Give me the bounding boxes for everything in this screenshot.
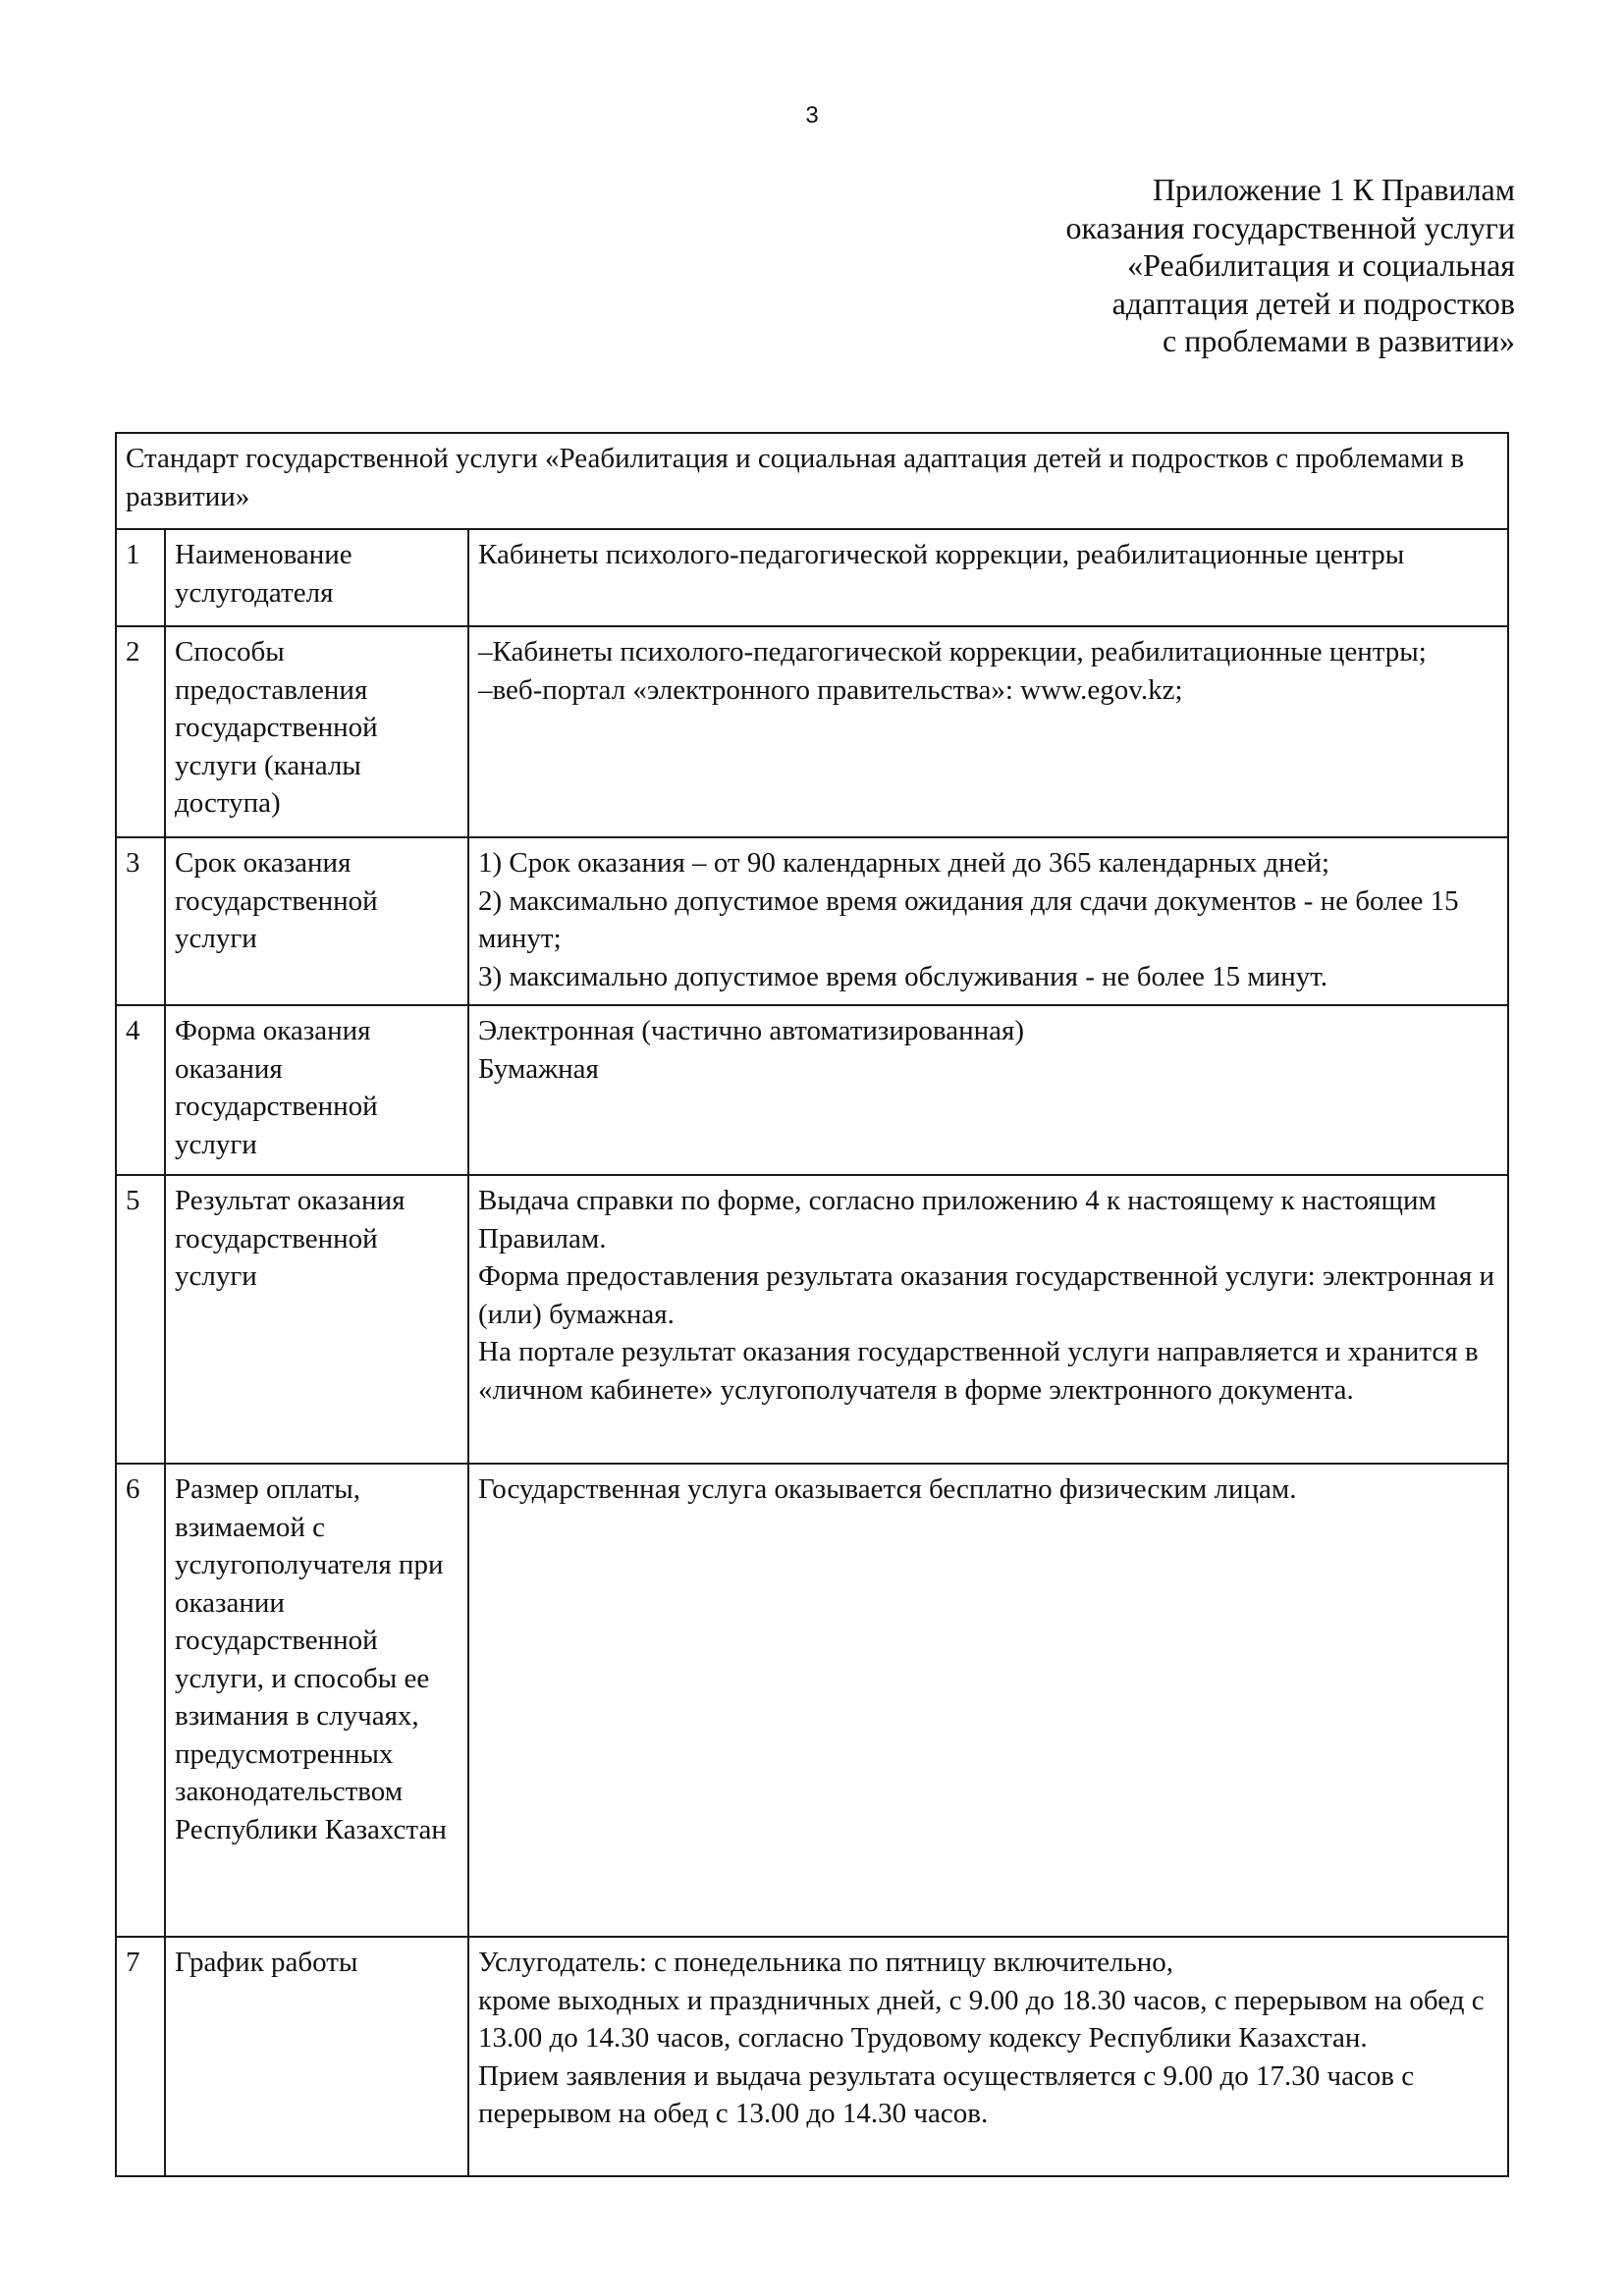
value-line: –Кабинеты психолого-педагогической коррекции, реабилитационные центры; xyxy=(478,636,1427,667)
appendix-header-line: Приложение 1 К Правилам xyxy=(1152,172,1515,207)
row-label: Форма оказания оказания государственной услуги xyxy=(165,1005,468,1175)
value-line: кроме выходных и праздничных дней, с 9.00 до 18.30 часов, с перерывом на обед с 13.00 до 14.30 часов, согласно Трудовому кодексу Республики Казахстан. xyxy=(478,1984,1485,2054)
table-row xyxy=(116,1464,1508,1937)
value-line-link: –веб-портал «электронного правительства»: www.egov.kz; xyxy=(478,673,1183,706)
value-line: Выдача справки по форме, согласно приложению 4 к настоящему к настоящим Правилам. xyxy=(478,1185,1436,1255)
value-line: Бумажная xyxy=(478,1052,599,1085)
row-value xyxy=(468,626,1508,837)
row-number: 6 xyxy=(116,1464,165,1937)
row-value xyxy=(468,1464,1508,1937)
row-value xyxy=(468,837,1508,1005)
service-standard-table xyxy=(115,432,1509,2177)
value-line: Прием заявления и выдача результата осуществляется с 9.00 до 17.30 часов с перерывом на обед с 13.00 до 14.30 часов. xyxy=(478,2059,1415,2129)
row-label: Срок оказания государственной услуги xyxy=(165,837,468,1005)
appendix-header-line: оказания государственной услуги xyxy=(1065,209,1515,245)
value-line: Услугодатель: с понедельника по пятницу включительно, xyxy=(478,1947,1173,1978)
row-value xyxy=(468,1175,1508,1464)
appendix-header-line: с проблемами в развитии» xyxy=(1162,323,1515,358)
value-line: На портале результат оказания государственной услуги направляется и хранится в «личном кабинете» услугополучателя в форме электронного документа. xyxy=(478,1336,1479,1406)
table-row xyxy=(116,837,1508,1005)
value-line: Электронная (частично автоматизированная) xyxy=(478,1015,1024,1046)
row-value xyxy=(468,1937,1508,2176)
table-row xyxy=(116,1937,1508,2176)
row-label: Способы предоставления государственной услуги (каналы доступа) xyxy=(165,626,468,837)
row-value xyxy=(468,1005,1508,1175)
row-label: Наименование услугодателя xyxy=(165,529,468,626)
row-number: 5 xyxy=(116,1175,165,1464)
row-label: Размер оплаты, взимаемой с услугополучателя при оказании государственной услуги, и способы ее взимания в случаях, предусмотренных законодательством Республики Казахстан xyxy=(165,1464,468,1937)
table-row xyxy=(116,1005,1508,1175)
value-line: 3) максимально допустимое время обслуживания - не более 15 минут. xyxy=(478,960,1327,992)
row-number: 2 xyxy=(116,626,165,837)
row-value xyxy=(468,529,1508,626)
row-label: Результат оказания государственной услуги xyxy=(165,1175,468,1464)
value-line: Кабинеты психолого-педагогической коррекции, реабилитационные центры xyxy=(478,539,1405,570)
page-number: 3 xyxy=(805,102,819,129)
value-line: 2) максимально допустимое время ожидания для сдачи документов - не более 15 минут; xyxy=(478,884,1459,954)
row-number: 4 xyxy=(116,1005,165,1175)
table-title: Стандарт государственной услуги «Реабилитация и социальная адаптация детей и подростков с проблемами в развитии» xyxy=(116,433,1508,529)
value-line: Форма предоставления результата оказания государственной услуги: электронная и (или) бумажная. xyxy=(478,1260,1494,1330)
row-number: 3 xyxy=(116,837,165,1005)
row-number: 1 xyxy=(116,529,165,626)
value-line: Государственная услуга оказывается бесплатно физическим лицам. xyxy=(478,1473,1297,1505)
appendix-header-line: «Реабилитация и социальная xyxy=(1127,247,1515,283)
table-row xyxy=(116,529,1508,626)
table-title-row xyxy=(116,433,1508,529)
row-label: График работы xyxy=(165,1937,468,2176)
appendix-header xyxy=(1065,171,1515,360)
value-line: 1) Срок оказания – от 90 календарных дней до 365 календарных дней; xyxy=(478,847,1330,879)
row-number: 7 xyxy=(116,1937,165,2176)
table-row xyxy=(116,1175,1508,1464)
appendix-header-line: адаптация детей и подростков xyxy=(1111,285,1515,321)
table-row xyxy=(116,626,1508,837)
